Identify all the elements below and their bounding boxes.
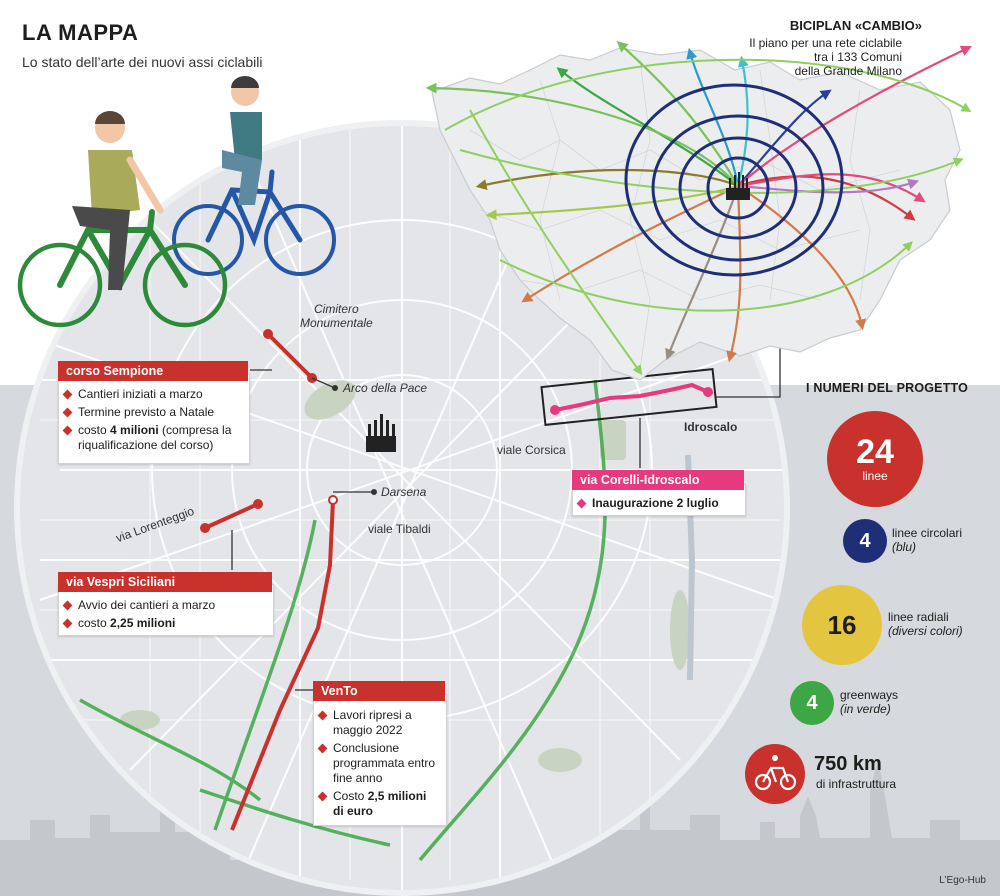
label-via-lorenteggio: via Lorenteggio xyxy=(114,503,196,546)
route-label-vento: VenTo xyxy=(313,681,445,701)
label-idroscalo: Idroscalo xyxy=(684,420,738,434)
stat-linee xyxy=(827,411,923,507)
label-cimitero-monumentale: Cimitero Monumentale xyxy=(300,302,373,330)
page-title: LA MAPPA xyxy=(22,20,139,45)
list-item: costo 4 milioni (compresa la riqualificazione del corso) xyxy=(64,423,244,453)
numbers-title: I NUMERI DEL PROGETTO xyxy=(806,381,969,395)
stat-km-label: di infrastruttura xyxy=(816,777,897,791)
stat-circolari-label: linee circolari (blu) xyxy=(892,526,963,554)
list-item: Lavori ripresi a maggio 2022 xyxy=(319,708,439,738)
sempione-details xyxy=(64,387,244,456)
list-item: Inaugurazione 2 luglio xyxy=(578,496,740,511)
corelli-details xyxy=(578,496,740,514)
biciplan-description: Il piano per una rete ciclabile tra i 133 Comuni della Grande Milano xyxy=(749,36,902,78)
label-darsena: Darsena xyxy=(381,485,427,499)
stat-km-value: 750 km xyxy=(814,753,882,775)
label-viale-corsica: viale Corsica xyxy=(497,443,566,457)
list-item: Termine previsto a Natale xyxy=(64,405,244,420)
stat-unit: linee xyxy=(862,469,888,483)
stat-radiali: 16 xyxy=(827,609,857,640)
stat-circle-km xyxy=(745,744,805,804)
list-item: Cantieri iniziati a marzo xyxy=(64,387,244,402)
label-arco-della-pace: Arco della Pace xyxy=(343,381,428,395)
route-label-vespri: via Vespri Siciliani xyxy=(58,572,272,592)
stat-greenways: 4 xyxy=(806,691,818,714)
stat-value: 24 xyxy=(856,433,894,471)
biciplan-title: BICIPLAN «CAMBIO» xyxy=(789,18,922,33)
stat-greenways-label: greenways (in verde) xyxy=(840,688,899,716)
credit: L’Ego-Hub xyxy=(939,875,986,886)
vespri-details xyxy=(64,598,264,634)
vento-details xyxy=(319,708,439,822)
list-item: Conclusione programmata entro fine anno xyxy=(319,741,439,786)
route-label-sempione: corso Sempione xyxy=(58,361,248,381)
list-item: Avvio dei cantieri a marzo xyxy=(64,598,264,613)
label-viale-tibaldi: viale Tibaldi xyxy=(368,522,431,536)
page-subtitle: Lo stato dell’arte dei nuovi assi ciclabili xyxy=(22,54,263,70)
list-item: Costo 2,5 milioni di euro xyxy=(319,789,439,819)
stat-circolari: 4 xyxy=(859,529,871,552)
stat-radiali-label: linee radiali (diversi colori) xyxy=(888,610,963,638)
list-item: costo 2,25 milioni xyxy=(64,616,264,631)
route-label-corelli: via Corelli-Idroscalo xyxy=(572,470,744,490)
